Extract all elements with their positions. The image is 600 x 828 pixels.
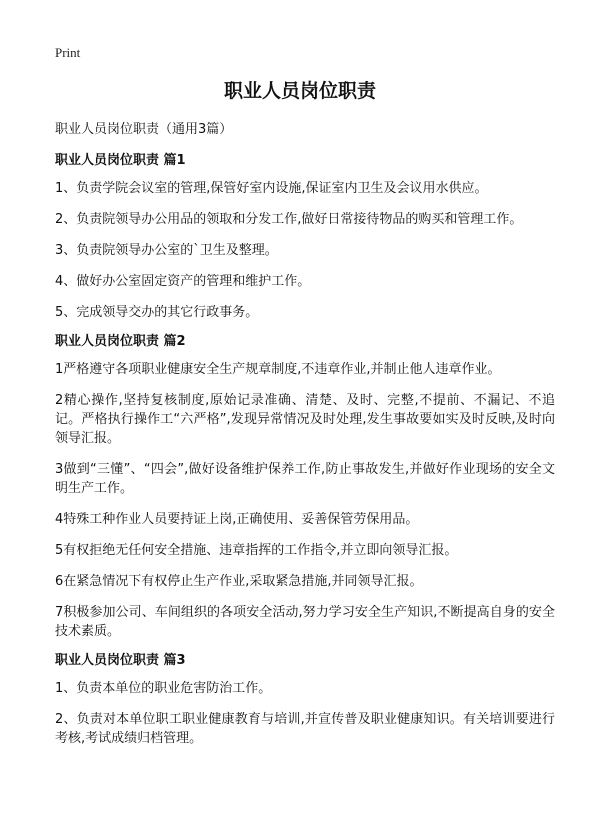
section-2	[55, 332, 555, 641]
paragraph: 7积极参加公司、车间组织的各项安全活动,努力学习安全生产知识,不断提高自身的安全技术素质。	[55, 605, 555, 639]
paragraph: 3、负责院领导办公室的`卫生及整理。	[55, 243, 278, 258]
paragraph: 6在紧急情况下有权停止生产作业,采取紧急措施,并同领导汇报。	[55, 574, 423, 589]
paragraph: 4、做好办公室固定资产的管理和维护工作。	[55, 274, 311, 289]
paragraph: 1严格遵守各项职业健康安全生产规章制度,不违章作业,并制止他人违章作业。	[55, 362, 501, 377]
print-link[interactable]: Print	[55, 45, 81, 60]
paragraph: 1、负责本单位的职业危害防治工作。	[55, 681, 272, 696]
paragraph: 2精心操作,坚持复核制度,原始记录准确、清楚、及时、完整,不提前、不漏记、不追记。严格执行操作工“六严格”,发现异常情况及时处理,发生事故要如实及时反映,及时向领导汇报。	[55, 393, 555, 446]
section-heading: 职业人员岗位职责 篇2	[55, 334, 186, 349]
paragraph: 5有权拒绝无任何安全措施、违章指挥的工作指令,并立即向领导汇报。	[55, 543, 458, 558]
section-heading: 职业人员岗位职责 篇3	[55, 653, 186, 668]
document-body	[55, 120, 555, 760]
paragraph: 4特殊工种作业人员要持证上岗,正确使用、妥善保管劳保用品。	[55, 512, 419, 527]
section-heading: 职业人员岗位职责 篇1	[55, 153, 186, 168]
document-subtitle: 职业人员岗位职责（通用3篇）	[55, 122, 233, 137]
section-3	[55, 651, 555, 748]
section-1	[55, 151, 555, 322]
paragraph: 1、负责学院会议室的管理,保管好室内设施,保证室内卫生及会议用水供应。	[55, 181, 488, 196]
paragraph: 2、负责院领导办公用品的领取和分发工作,做好日常接待物品的购买和管理工作。	[55, 212, 523, 227]
page-title: 职业人员岗位职责	[223, 80, 376, 102]
paragraph: 3做到“三懂”、“四会”,做好设备维护保养工作,防止事故发生,并做好作业现场的安全文明生产工作。	[55, 462, 555, 496]
paragraph: 5、完成领导交办的其它行政事务。	[55, 305, 259, 320]
paragraph: 2、负责对本单位职工职业健康教育与培训,并宣传普及职业健康知识。有关培训要进行考核,考试成绩归档管理。	[55, 712, 555, 746]
